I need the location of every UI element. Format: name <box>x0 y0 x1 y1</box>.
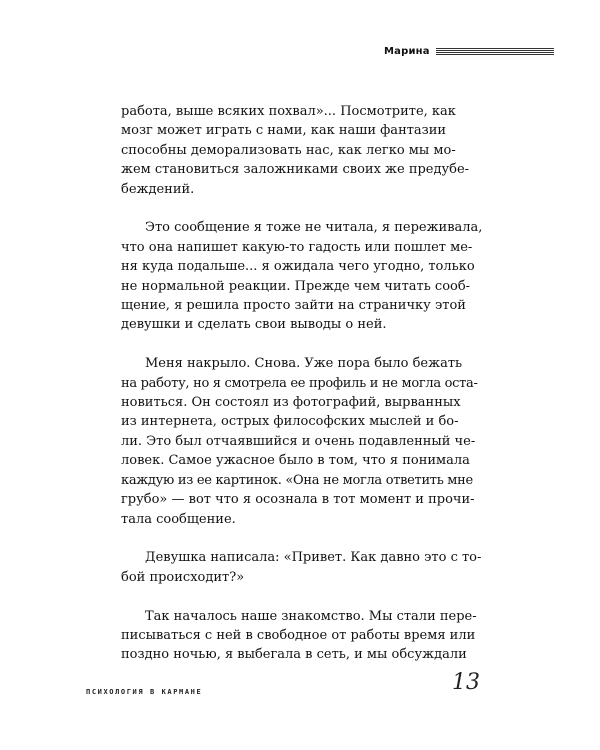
paragraph <box>121 607 483 665</box>
page-number: 13 <box>452 670 480 695</box>
text-line: способны деморализовать нас, как легко мы мо- <box>121 142 456 158</box>
text-line: щение, я решила просто зайти на страничку этой <box>121 298 466 314</box>
paragraph <box>121 218 483 334</box>
text-line: девушки и сделать свои выводы о ней. <box>121 317 387 333</box>
text-line: Это сообщение я тоже не читала, я переживала, <box>145 220 483 236</box>
text-line: на работу, но я смотрела ее профиль и не могла оста- <box>121 375 478 391</box>
footer-book-title: ПСИХОЛОГИЯ В КАРМАНЕ <box>86 688 203 696</box>
paragraph <box>121 354 483 529</box>
text-line: Меня накрыло. Снова. Уже пора было бежать <box>145 356 463 372</box>
running-head <box>384 44 554 58</box>
text-line: писываться с ней в свободное от работы время или <box>121 627 476 643</box>
running-head-rule <box>436 48 554 55</box>
text-line: Девушка написала: «Привет. Как давно это с то- <box>145 550 482 566</box>
text-line: не нормальной реакции. Прежде чем читать сооб- <box>121 278 471 294</box>
paragraph <box>121 102 483 199</box>
text-line: поздно ночью, я выбегала в сеть, и мы обсуждали <box>121 647 467 663</box>
text-line: из интернета, острых философских мыслей и бо- <box>121 414 459 430</box>
running-head-author: Марина <box>384 45 430 57</box>
text-line: Так началось наше знакомство. Мы стали пере- <box>145 608 477 624</box>
paragraph <box>121 548 483 587</box>
text-line: грубо» — вот что я осознала в тот момент и прочи- <box>121 492 475 508</box>
text-line: работа, выше всяких похвал»... Посмотрите, как <box>121 104 456 119</box>
text-line: жем становиться заложниками своих же предубе- <box>121 162 470 178</box>
text-line: что она напишет какую-то гадость или пошлет ме- <box>121 239 473 255</box>
body-text <box>121 102 483 665</box>
text-line: ли. Это был отчаявшийся и очень подавленный че- <box>121 433 476 449</box>
text-line: ловек. Самое ужасное было в том, что я понимала <box>121 453 470 469</box>
text-line: каждую из ее картинок. «Она не могла ответить мне <box>121 472 473 488</box>
text-line: мозг может играть с нами, как наши фантазии <box>121 123 447 139</box>
text-line: новиться. Он состоял из фотографий, вырванных <box>121 395 461 411</box>
text-line: бой происходит?» <box>121 569 245 585</box>
text-line: тала сообщение. <box>121 511 236 527</box>
text-line: беждений. <box>121 181 195 197</box>
text-line: ня куда подальше... я ожидала чего угодно, только <box>121 259 475 275</box>
